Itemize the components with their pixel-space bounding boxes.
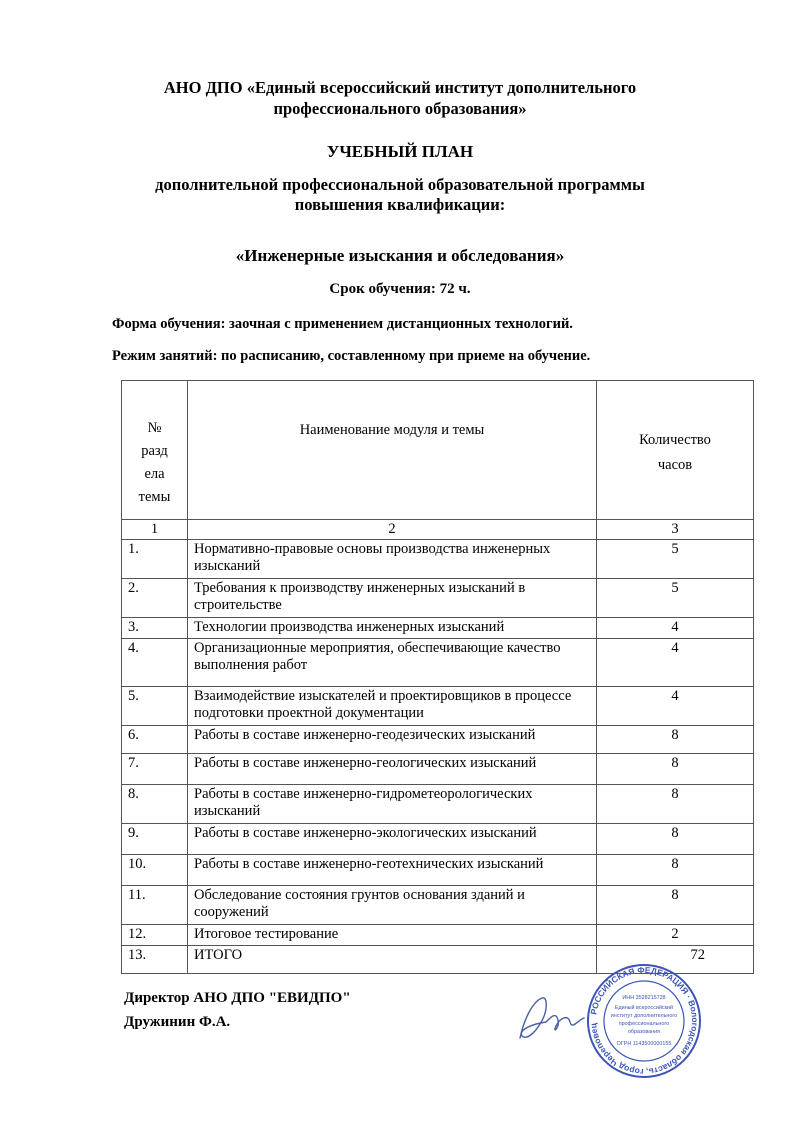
study-mode: Режим занятий: по расписанию, составленному при приеме на обучение.: [112, 348, 591, 364]
table-header-row: [122, 381, 754, 520]
row-topic: Технологии производства инженерных изысканий: [188, 618, 597, 639]
column-number: 2: [188, 520, 597, 540]
table-row: [122, 579, 754, 618]
row-number: 6.: [122, 726, 188, 754]
row-hours: 8: [597, 754, 754, 785]
seal-inner-text: [611, 995, 677, 1047]
row-topic: Нормативно-правовые основы производства инженерных изысканий: [188, 540, 597, 579]
plan-subtitle-line2: повышения квалификации:: [294, 195, 506, 214]
header-col1-line: ела: [144, 466, 165, 482]
table-row: [122, 855, 754, 886]
table-row: [122, 726, 754, 754]
plan-subtitle-line1: дополнительной профессиональной образовательной программы: [155, 175, 645, 194]
seal-ring-text: РОССИЙСКАЯ ФЕДЕРАЦИЯ · Вологодская область, город Череповец: [588, 964, 701, 1078]
table-row: [122, 618, 754, 639]
row-number: 7.: [122, 754, 188, 785]
row-hours: 8: [597, 886, 754, 925]
row-hours: 8: [597, 855, 754, 886]
row-number: 12.: [122, 925, 188, 946]
course-name: «Инженерные изыскания и обследования»: [235, 246, 565, 265]
row-topic: ИТОГО: [188, 946, 597, 974]
column-number: 3: [597, 520, 754, 540]
column-numbers-row: [122, 520, 754, 540]
organization-title-line1: АНО ДПО «Единый всероссийский институт дополнительного: [163, 78, 637, 97]
row-hours: 4: [597, 687, 754, 726]
table-row: [122, 687, 754, 726]
course-duration: Срок обучения: 72 ч.: [329, 281, 471, 297]
row-number: 8.: [122, 785, 188, 824]
row-hours: 5: [597, 579, 754, 618]
header-col1-line: разд: [141, 443, 168, 459]
header-col3-line: Количество: [639, 432, 711, 448]
organization-title: [0, 77, 800, 119]
plan-title: УЧЕБНЫЙ ПЛАН: [326, 142, 474, 161]
row-topic: Взаимодействие изыскателей и проектировщиков в процессе подготовки проектной документации: [188, 687, 597, 726]
row-hours: 8: [597, 726, 754, 754]
row-number: 3.: [122, 618, 188, 639]
row-hours: 4: [597, 639, 754, 687]
row-topic: Работы в составе инженерно-геодезических изысканий: [188, 726, 597, 754]
row-number: 9.: [122, 824, 188, 855]
table-row: [122, 754, 754, 785]
row-hours: 8: [597, 824, 754, 855]
row-hours: 2: [597, 925, 754, 946]
row-hours: 72: [597, 946, 754, 974]
row-hours: 4: [597, 618, 754, 639]
table-row: [122, 540, 754, 579]
plan-subtitle: [0, 175, 800, 215]
svg-text:образования: образования: [627, 1029, 661, 1035]
row-number: 4.: [122, 639, 188, 687]
row-topic: Работы в составе инженерно-экологических изысканий: [188, 824, 597, 855]
svg-text:профессионального: профессионального: [618, 1021, 670, 1027]
row-topic: Обследование состояния грунтов основания зданий и сооружений: [188, 886, 597, 925]
header-hours: [597, 381, 754, 520]
svg-text:ИНН 3528215728: ИНН 3528215728: [622, 995, 666, 1001]
column-number: 1: [122, 520, 188, 540]
row-topic: Требования к производству инженерных изысканий в строительстве: [188, 579, 597, 618]
table-row: [122, 824, 754, 855]
row-topic: Работы в составе инженерно-геотехнических изысканий: [188, 855, 597, 886]
svg-text:ОГРН 1143500000155: ОГРН 1143500000155: [616, 1041, 672, 1047]
seal-stamp: [585, 962, 703, 1080]
director-title: Директор АНО ДПО "ЕВИДПО": [124, 990, 351, 1006]
row-topic: Работы в составе инженерно-геологических изысканий: [188, 754, 597, 785]
header-col1-line: №: [147, 420, 162, 436]
row-hours: 5: [597, 540, 754, 579]
signature-stroke: [520, 998, 584, 1038]
study-form: Форма обучения: заочная с применением дистанционных технологий.: [112, 316, 573, 332]
organization-title-line2: профессионального образования»: [273, 99, 527, 118]
row-number: 5.: [122, 687, 188, 726]
row-hours: 8: [597, 785, 754, 824]
row-number: 1.: [122, 540, 188, 579]
row-topic: Организационные мероприятия, обеспечивающие качество выполнения работ: [188, 639, 597, 687]
row-number: 11.: [122, 886, 188, 925]
svg-text:институт дополнительного: институт дополнительного: [610, 1013, 678, 1019]
table-row: [122, 639, 754, 687]
header-module-name: Наименование модуля и темы: [188, 381, 597, 520]
svg-text:Единый всероссийский: Единый всероссийский: [614, 1005, 674, 1011]
header-col1-line: темы: [138, 489, 171, 505]
row-topic: Итоговое тестирование: [188, 925, 597, 946]
curriculum-table: [121, 380, 754, 974]
table-row: [122, 925, 754, 946]
row-topic: Работы в составе инженерно-гидрометеорологических изысканий: [188, 785, 597, 824]
table-row: [122, 886, 754, 925]
row-number: 13.: [122, 946, 188, 974]
header-section-number: [122, 381, 188, 520]
table-row: [122, 785, 754, 824]
row-number: 2.: [122, 579, 188, 618]
row-number: 10.: [122, 855, 188, 886]
header-col3-line: часов: [657, 457, 693, 473]
director-name: Дружинин Ф.А.: [124, 1014, 231, 1030]
